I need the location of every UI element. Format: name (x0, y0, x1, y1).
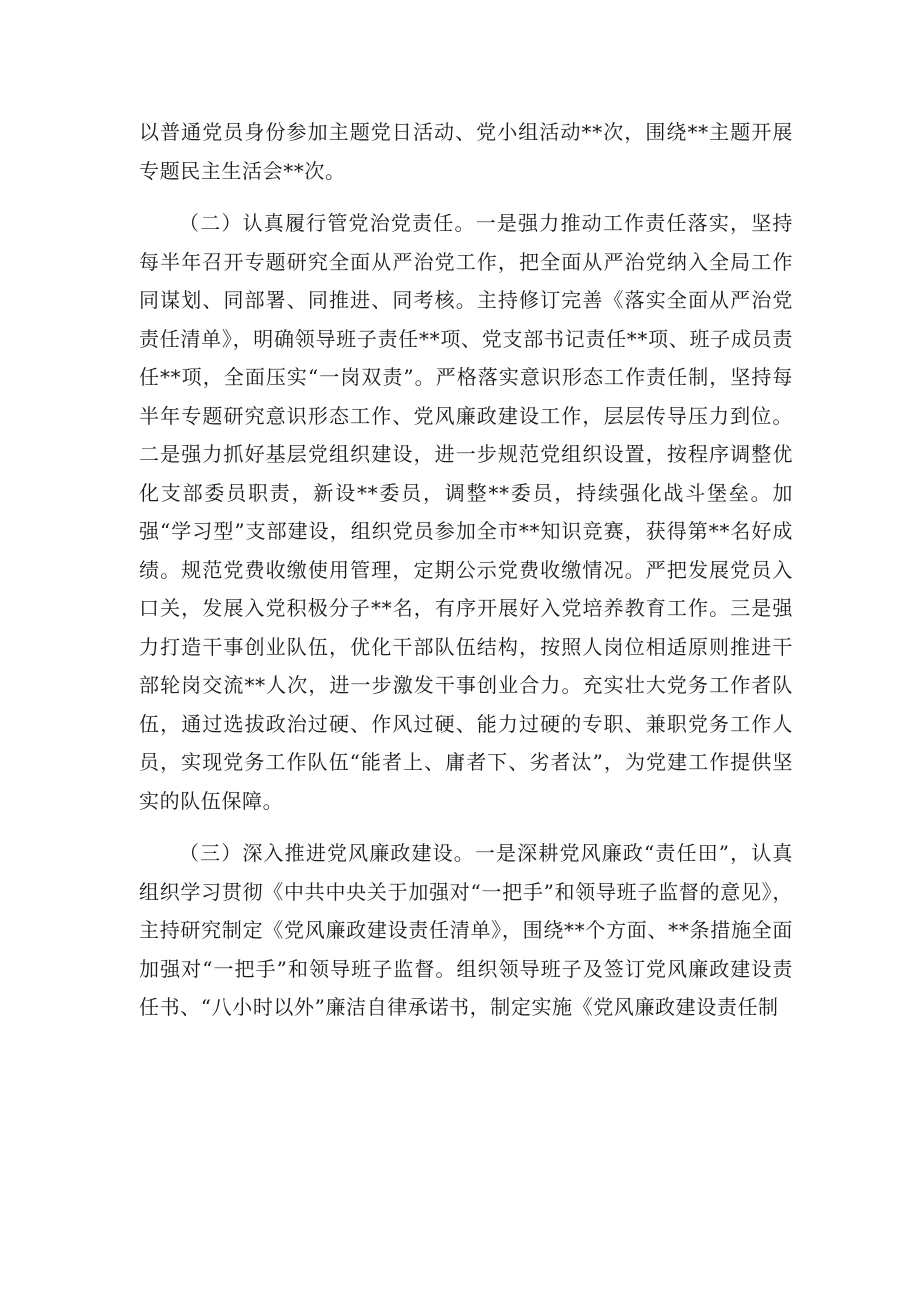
paragraph-section-three: （三）深入推进党风廉政建设。一是深耕党风廉政“责任田”，认真组织学习贯彻《中共中央关于加强对“一把手”和领导班子监督的意见》，主持研究制定《党风廉政建设责任清单》，围绕**个方面、**条措施全面加强对“一把手”和领导班子监督。组织领导班子及签订党风廉政建设责任书、“八小时以外”廉洁自律承诺书，制定实施《党风廉政建设责任制 (139, 841, 793, 1019)
paragraph-continuation: 以普通党员身份参加主题党日活动、党小组活动**次，围绕**主题开展专题民主生活会**次。 (139, 120, 793, 183)
paragraph-section-two: （二）认真履行管党治党责任。一是强力推动工作责任落实，坚持每半年召开专题研究全面从严治党工作，把全面从严治党纳入全局工作同谋划、同部署、同推进、同考核。主持修订完善《落实全面从严治党责任清单》，明确领导班子责任**项、党支部书记责任**项、班子成员责任**项，全面压实“一岗双责”。严格落实意识形态工作责任制，坚持每半年专题研究意识形态工作、党风廉政建设工作，层层传导压力到位。二是强力抓好基层党组织建设，进一步规范党组织设置，按程序调整优化支部委员职责，新设**委员，调整**委员，持续强化战斗堡垒。加强“学习型”支部建设，组织党员参加全市**知识竞赛，获得第**名好成绩。规范党费收缴使用管理，定期公示党费收缴情况。严把发展党员入口关，发展入党积极分子**名，有序开展好入党培养教育工作。三是强力打造干事创业队伍，优化干部队伍结构，按照人岗位相适原则推进干部轮岗交流**人次，进一步激发干事创业合力。充实壮大党务工作者队伍，通过选拔政治过硬、作风过硬、能力过硬的专职、兼职党务工作人员，实现党务工作队伍“能者上、庸者下、劣者汰”，为党建工作提供坚实的队伍保障。 (139, 211, 793, 813)
document-body (139, 113, 793, 1027)
